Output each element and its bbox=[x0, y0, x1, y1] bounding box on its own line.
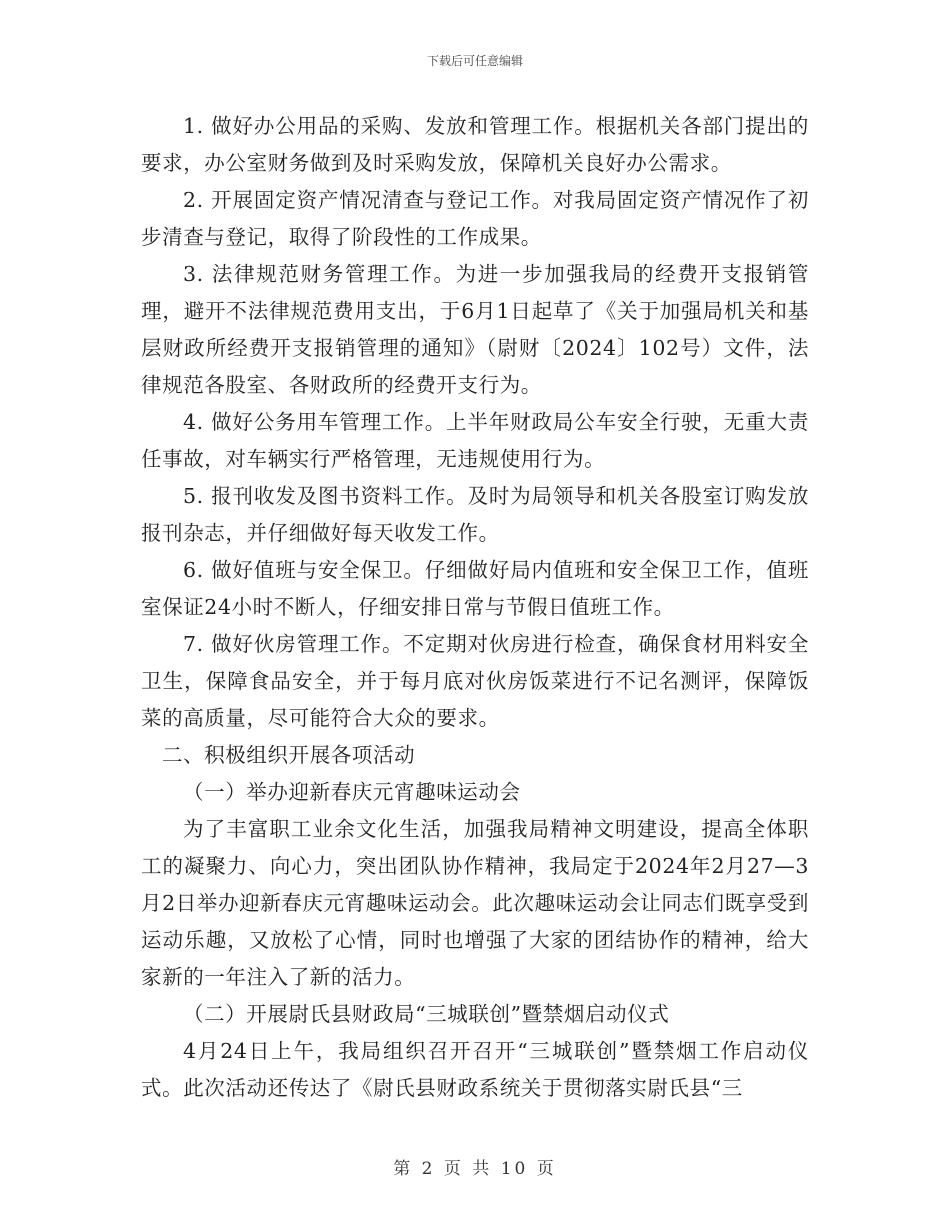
document-body bbox=[141, 108, 809, 1107]
paragraph-launch-ceremony: 4月24日上午，我局组织召开召开“三城联创”暨禁烟工作启动仪式。此次活动还传达了《尉氏县财政系统关于贯彻落实尉氏县“三 bbox=[141, 1039, 809, 1100]
subsection-heading-2: （二）开展尉氏县财政局“三城联创”暨禁烟启动仪式 bbox=[183, 1002, 670, 1026]
paragraph-item-5: 5. 报刊收发及图书资料工作。及时为局领导和机关各股室订购发放报刊杂志，并仔细做好每天收发工作。 bbox=[141, 484, 809, 545]
paragraph-item-2: 2. 开展固定资产情况清查与登记工作。对我局固定资产情况作了初步清查与登记，取得了阶段性的工作成果。 bbox=[141, 188, 809, 249]
paragraph-item-1: 1. 做好办公用品的采购、发放和管理工作。根据机关各部门提出的要求，办公室财务做到及时采购发放，保障机关良好办公需求。 bbox=[141, 114, 809, 175]
paragraph-sports-meet: 为了丰富职工业余文化生活，加强我局精神文明建设，提高全体职工的凝聚力、向心力，突出团队协作精神，我局定于2024年2月27—3月2日举办迎新春庆元宵趣味运动会。此次趣味运动会让同志们既享受到运动乐趣，又放松了心情，同时也增强了大家的团结协作的精神，给大家新的一年注入了新的活力。 bbox=[141, 817, 809, 989]
paragraph-item-7: 7. 做好伙房管理工作。不定期对伙房进行检查，确保食材用料安全卫生，保障食品安全，并于每月底对伙房饭菜进行不记名测评，保障饭菜的高质量，尽可能符合大众的要求。 bbox=[141, 632, 809, 730]
paragraph-item-3: 3. 法律规范财务管理工作。为进一步加强我局的经费开支报销管理，避开不法律规范费用支出，于6月1日起草了《关于加强局机关和基层财政所经费开支报销管理的通知》（尉财〔2024〕102号）文件，法律规范各股室、各财政所的经费开支行为。 bbox=[141, 262, 809, 397]
section-heading: 二、积极组织开展各项活动 bbox=[162, 743, 416, 767]
paragraph-item-6: 6. 做好值班与安全保卫。仔细做好局内值班和安全保卫工作，值班室保证24小时不断人，仔细安排日常与节假日值班工作。 bbox=[141, 558, 809, 619]
page-header-note: 下载后可任意编辑 bbox=[426, 54, 523, 68]
paragraph-item-4: 4. 做好公务用车管理工作。上半年财政局公车安全行驶，无重大责任事故，对车辆实行严格管理，无违规使用行为。 bbox=[141, 410, 809, 471]
page-number: 第 2 页 共 10 页 bbox=[393, 1159, 557, 1179]
subsection-heading-1: （一）举办迎新春庆元宵趣味运动会 bbox=[183, 780, 521, 804]
